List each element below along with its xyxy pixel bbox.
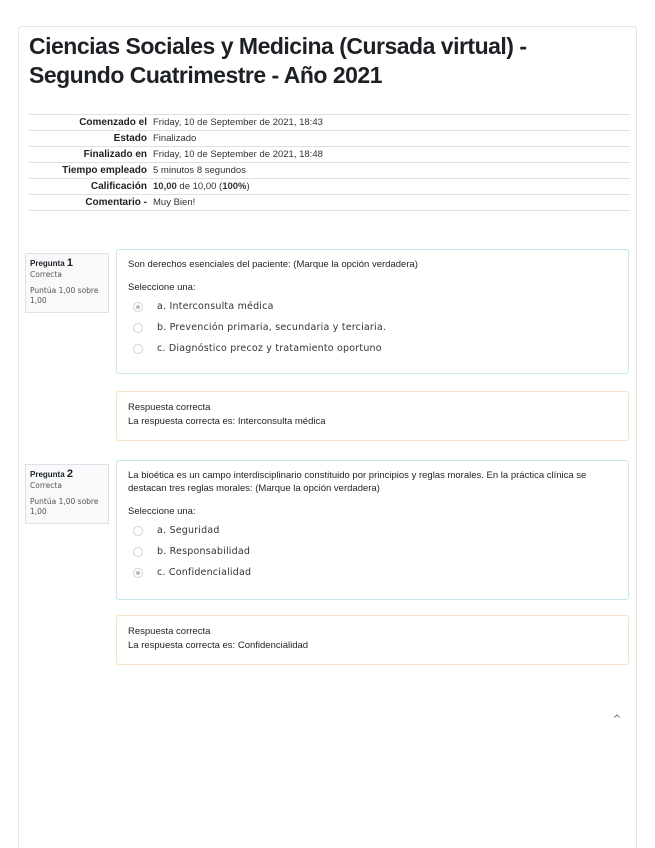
question-feedback-1 [116,391,629,441]
answer-prompt: Seleccione una: [128,506,196,517]
feedback-answer: La respuesta correcta es: Interconsulta médica [128,416,326,427]
summary-label: Comentario - [85,197,147,208]
question-state: Correcta [30,481,62,490]
answer-option[interactable] [128,541,617,562]
question-label: Pregunta [30,470,65,479]
summary-value: Finalizado [153,133,197,144]
summary-row [29,179,630,195]
summary-label: Tiempo empleado [62,165,147,176]
question-state: Correcta [30,270,62,279]
question-number-value: 2 [66,468,74,480]
radio-selected-icon[interactable] [133,302,143,312]
radio-icon[interactable] [133,344,143,354]
answer-label: a. Seguridad [157,525,220,536]
radio-icon[interactable] [133,526,143,536]
question-grade: Puntúa 1,00 sobre 1,00 [30,286,99,305]
question-content-2 [116,460,629,600]
grade-score: 10,00 [153,181,177,192]
answer-option[interactable] [128,317,617,338]
page-title: Ciencias Sociales y Medicina (Cursada virtual) - Segundo Cuatrimestre - Año 2021 [29,33,527,88]
attempt-summary-table [29,114,630,211]
answer-list [128,520,617,583]
question-info-1 [25,253,109,313]
summary-row [29,195,630,211]
radio-selected-icon[interactable] [133,568,143,578]
question-number [30,469,104,480]
question-text: La bioética es un campo interdisciplinario constituido por principios y reglas morales. En la práctica clínica se destacan tres reglas morales: (Marque la opción verdadera) [128,470,587,494]
quiz-review-page [18,26,637,848]
answer-option[interactable] [128,338,617,359]
grade-close: ) [246,181,250,192]
summary-label: Finalizado en [83,149,147,160]
summary-value: Friday, 10 de September de 2021, 18:48 [153,149,323,160]
question-feedback-2 [116,615,629,665]
summary-row [29,163,630,179]
grade-value [153,179,630,195]
summary-label: Estado [113,133,147,144]
answer-label: a. Interconsulta médica [157,301,274,312]
grade-total: de 10,00 ( [176,181,223,192]
summary-label: Calificación [90,181,147,192]
answer-prompt: Seleccione una: [128,282,196,293]
question-grade: Puntúa 1,00 sobre 1,00 [30,497,99,516]
answer-label: b. Responsabilidad [157,546,251,557]
summary-row [29,147,630,163]
question-number-value: 1 [66,257,74,269]
question-text: Son derechos esenciales del paciente: (Marque la opción verdadera) [128,259,418,270]
summary-row [29,115,630,131]
feedback-title: Respuesta correcta [128,626,211,637]
summary-row [29,131,630,147]
radio-icon[interactable] [133,547,143,557]
answer-label: c. Diagnóstico precoz y tratamiento oportuno [157,343,382,354]
summary-label: Comenzado el [79,117,147,128]
feedback-title: Respuesta correcta [128,402,211,413]
question-info-2 [25,464,109,524]
answer-label: c. Confidencialidad [157,567,252,578]
summary-value: Muy Bien! [153,197,196,208]
summary-value: Friday, 10 de September de 2021, 18:43 [153,117,323,128]
answer-option[interactable] [128,562,617,583]
feedback-answer: La respuesta correcta es: Confidencialidad [128,640,309,651]
question-number [30,258,104,269]
radio-icon[interactable] [133,323,143,333]
grade-percent: 100% [222,181,247,192]
chevron-up-icon[interactable]: ^ [612,714,622,725]
answer-option[interactable] [128,520,617,541]
answer-label: b. Prevención primaria, secundaria y terciaria. [157,322,387,333]
question-content-1 [116,249,629,374]
question-label: Pregunta [30,259,65,268]
answer-list [128,296,617,359]
answer-option[interactable] [128,296,617,317]
summary-value: 5 minutos 8 segundos [153,165,246,176]
